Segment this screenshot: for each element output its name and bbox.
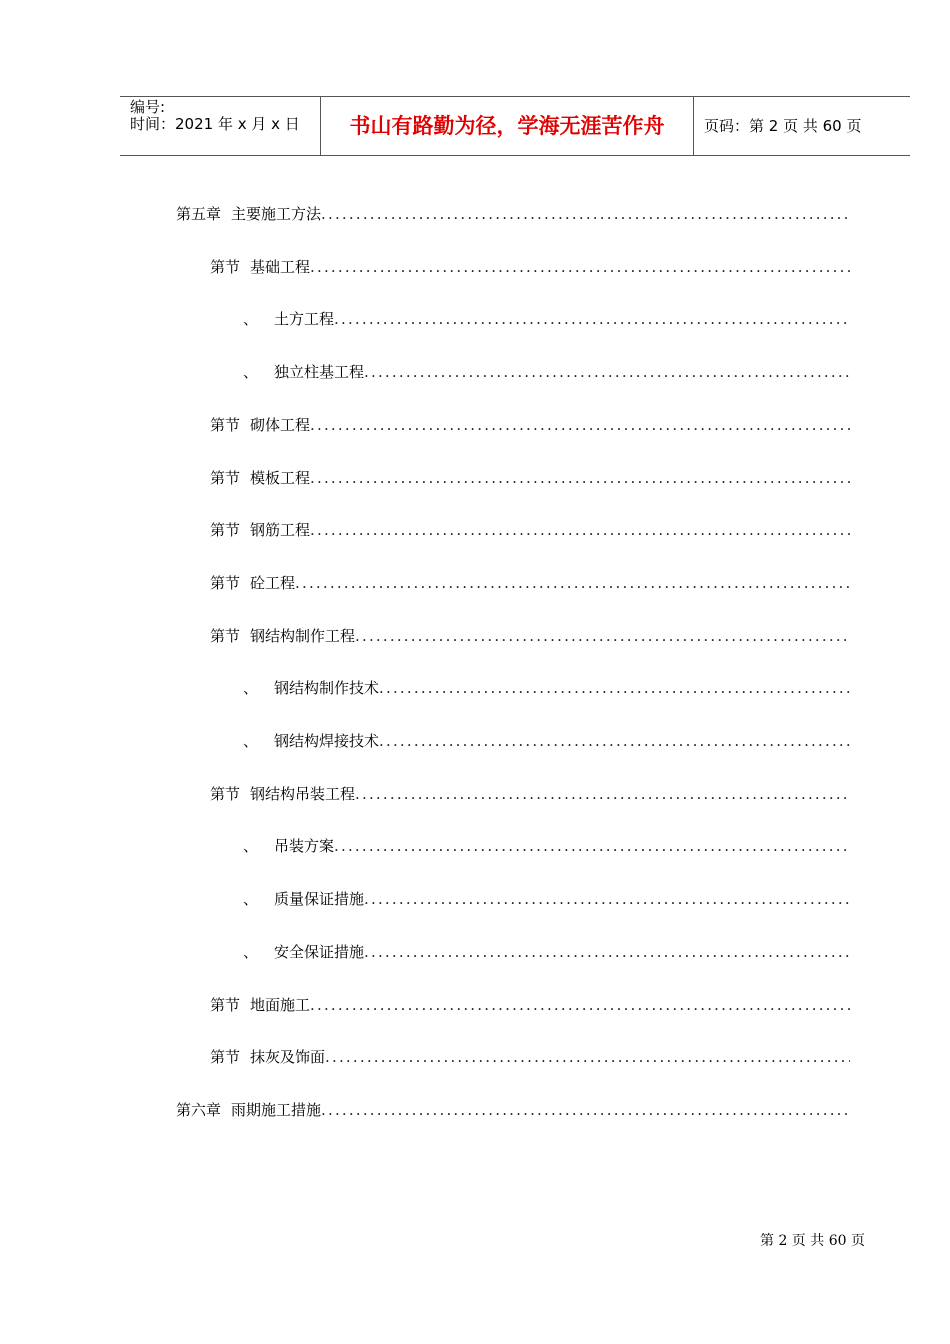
- toc-entry-prefix: 、: [243, 679, 259, 697]
- toc-entry[interactable]: [243, 835, 850, 857]
- toc-entry-title: 独立柱基工程: [274, 363, 365, 381]
- toc-entry[interactable]: [243, 677, 850, 699]
- toc-dot-leader: [379, 677, 850, 699]
- toc-entry[interactable]: [210, 519, 850, 541]
- toc-entry-title: 钢结构制作技术: [274, 679, 380, 697]
- toc-entry[interactable]: [243, 361, 850, 383]
- toc-entry[interactable]: [176, 203, 850, 225]
- time-label: 时间：2021 年 x 月 x 日: [130, 115, 300, 133]
- toc-dot-leader: [310, 414, 850, 436]
- toc-dot-leader: [364, 361, 850, 383]
- toc-dot-leader: [321, 1099, 850, 1121]
- toc-dot-leader: [355, 783, 850, 805]
- toc-entry-prefix: 、: [243, 943, 259, 961]
- toc-entry-title: 砌体工程: [250, 416, 311, 434]
- toc-entry[interactable]: [210, 783, 850, 805]
- toc-entry-prefix: 第节: [210, 416, 241, 434]
- toc-dot-leader: [334, 308, 850, 330]
- toc-entry-prefix: 第节: [210, 258, 241, 276]
- toc-dot-leader: [364, 888, 850, 910]
- header-meta: [120, 97, 321, 155]
- toc-entry-title: 钢结构焊接技术: [274, 732, 380, 750]
- toc-entry-prefix: 第节: [210, 996, 241, 1014]
- toc-entry[interactable]: [243, 730, 850, 752]
- toc-entry-prefix: 第节: [210, 521, 241, 539]
- toc-entry[interactable]: [210, 1046, 850, 1068]
- toc-entry-title: 钢筋工程: [250, 521, 311, 539]
- toc-entry-title: 模板工程: [250, 469, 311, 487]
- toc-dot-leader: [364, 941, 850, 963]
- toc-dot-leader: [321, 203, 850, 225]
- toc-dot-leader: [310, 519, 850, 541]
- toc-entry-title: 雨期施工措施: [231, 1101, 322, 1119]
- toc-entry-title: 地面施工: [250, 996, 311, 1014]
- toc-dot-leader: [379, 730, 850, 752]
- toc-entry-prefix: 、: [243, 732, 259, 750]
- toc-entry-title: 砼工程: [250, 574, 296, 592]
- toc-entry-title: 抹灰及饰面: [250, 1048, 326, 1066]
- toc-entry[interactable]: [210, 994, 850, 1016]
- toc-entry[interactable]: [243, 888, 850, 910]
- toc-entry-prefix: 、: [243, 837, 259, 855]
- toc-entry-prefix: 第五章: [176, 205, 222, 223]
- toc-entry-prefix: 第节: [210, 627, 241, 645]
- toc-entry-prefix: 第节: [210, 785, 241, 803]
- toc-entry[interactable]: [243, 308, 850, 330]
- toc-entry-title: 钢结构吊装工程: [250, 785, 356, 803]
- header-page-number: 页码：第 2 页 共 60 页: [704, 117, 862, 135]
- toc-entry-prefix: 第六章: [176, 1101, 222, 1119]
- toc-entry-prefix: 第节: [210, 574, 241, 592]
- toc-entry-title: 安全保证措施: [274, 943, 365, 961]
- toc-entry-title: 土方工程: [274, 310, 335, 328]
- toc-dot-leader: [325, 1046, 850, 1068]
- toc-entry-title: 基础工程: [250, 258, 311, 276]
- toc-entry[interactable]: [210, 256, 850, 278]
- toc-entry-prefix: 、: [243, 310, 259, 328]
- serial-number-label: 编号:: [130, 98, 166, 116]
- toc-entry-prefix: 第节: [210, 1048, 241, 1066]
- header-motto: 书山有路勤为径，学海无涯苦作舟: [321, 97, 694, 155]
- toc-dot-leader: [310, 467, 850, 489]
- toc-entry[interactable]: [210, 625, 850, 647]
- toc-entry-title: 钢结构制作工程: [250, 627, 356, 645]
- toc-dot-leader: [355, 625, 850, 647]
- toc-entry[interactable]: [176, 1099, 850, 1121]
- toc-entry[interactable]: [210, 467, 850, 489]
- toc-entry-title: 质量保证措施: [274, 890, 365, 908]
- toc-entry[interactable]: [243, 941, 850, 963]
- toc-entry-prefix: 、: [243, 890, 259, 908]
- page-footer: 第 2 页 共 60 页: [760, 1233, 865, 1249]
- toc-entry-title: 吊装方案: [274, 837, 335, 855]
- toc-dot-leader: [310, 994, 850, 1016]
- toc-dot-leader: [334, 835, 850, 857]
- toc-entry[interactable]: [210, 414, 850, 436]
- toc-entry-prefix: 第节: [210, 469, 241, 487]
- toc-entry[interactable]: [210, 572, 850, 594]
- toc-dot-leader: [295, 572, 850, 594]
- page-header: [120, 96, 910, 156]
- toc-entry-prefix: 、: [243, 363, 259, 381]
- toc-entry-title: 主要施工方法: [231, 205, 322, 223]
- toc-dot-leader: [310, 256, 850, 278]
